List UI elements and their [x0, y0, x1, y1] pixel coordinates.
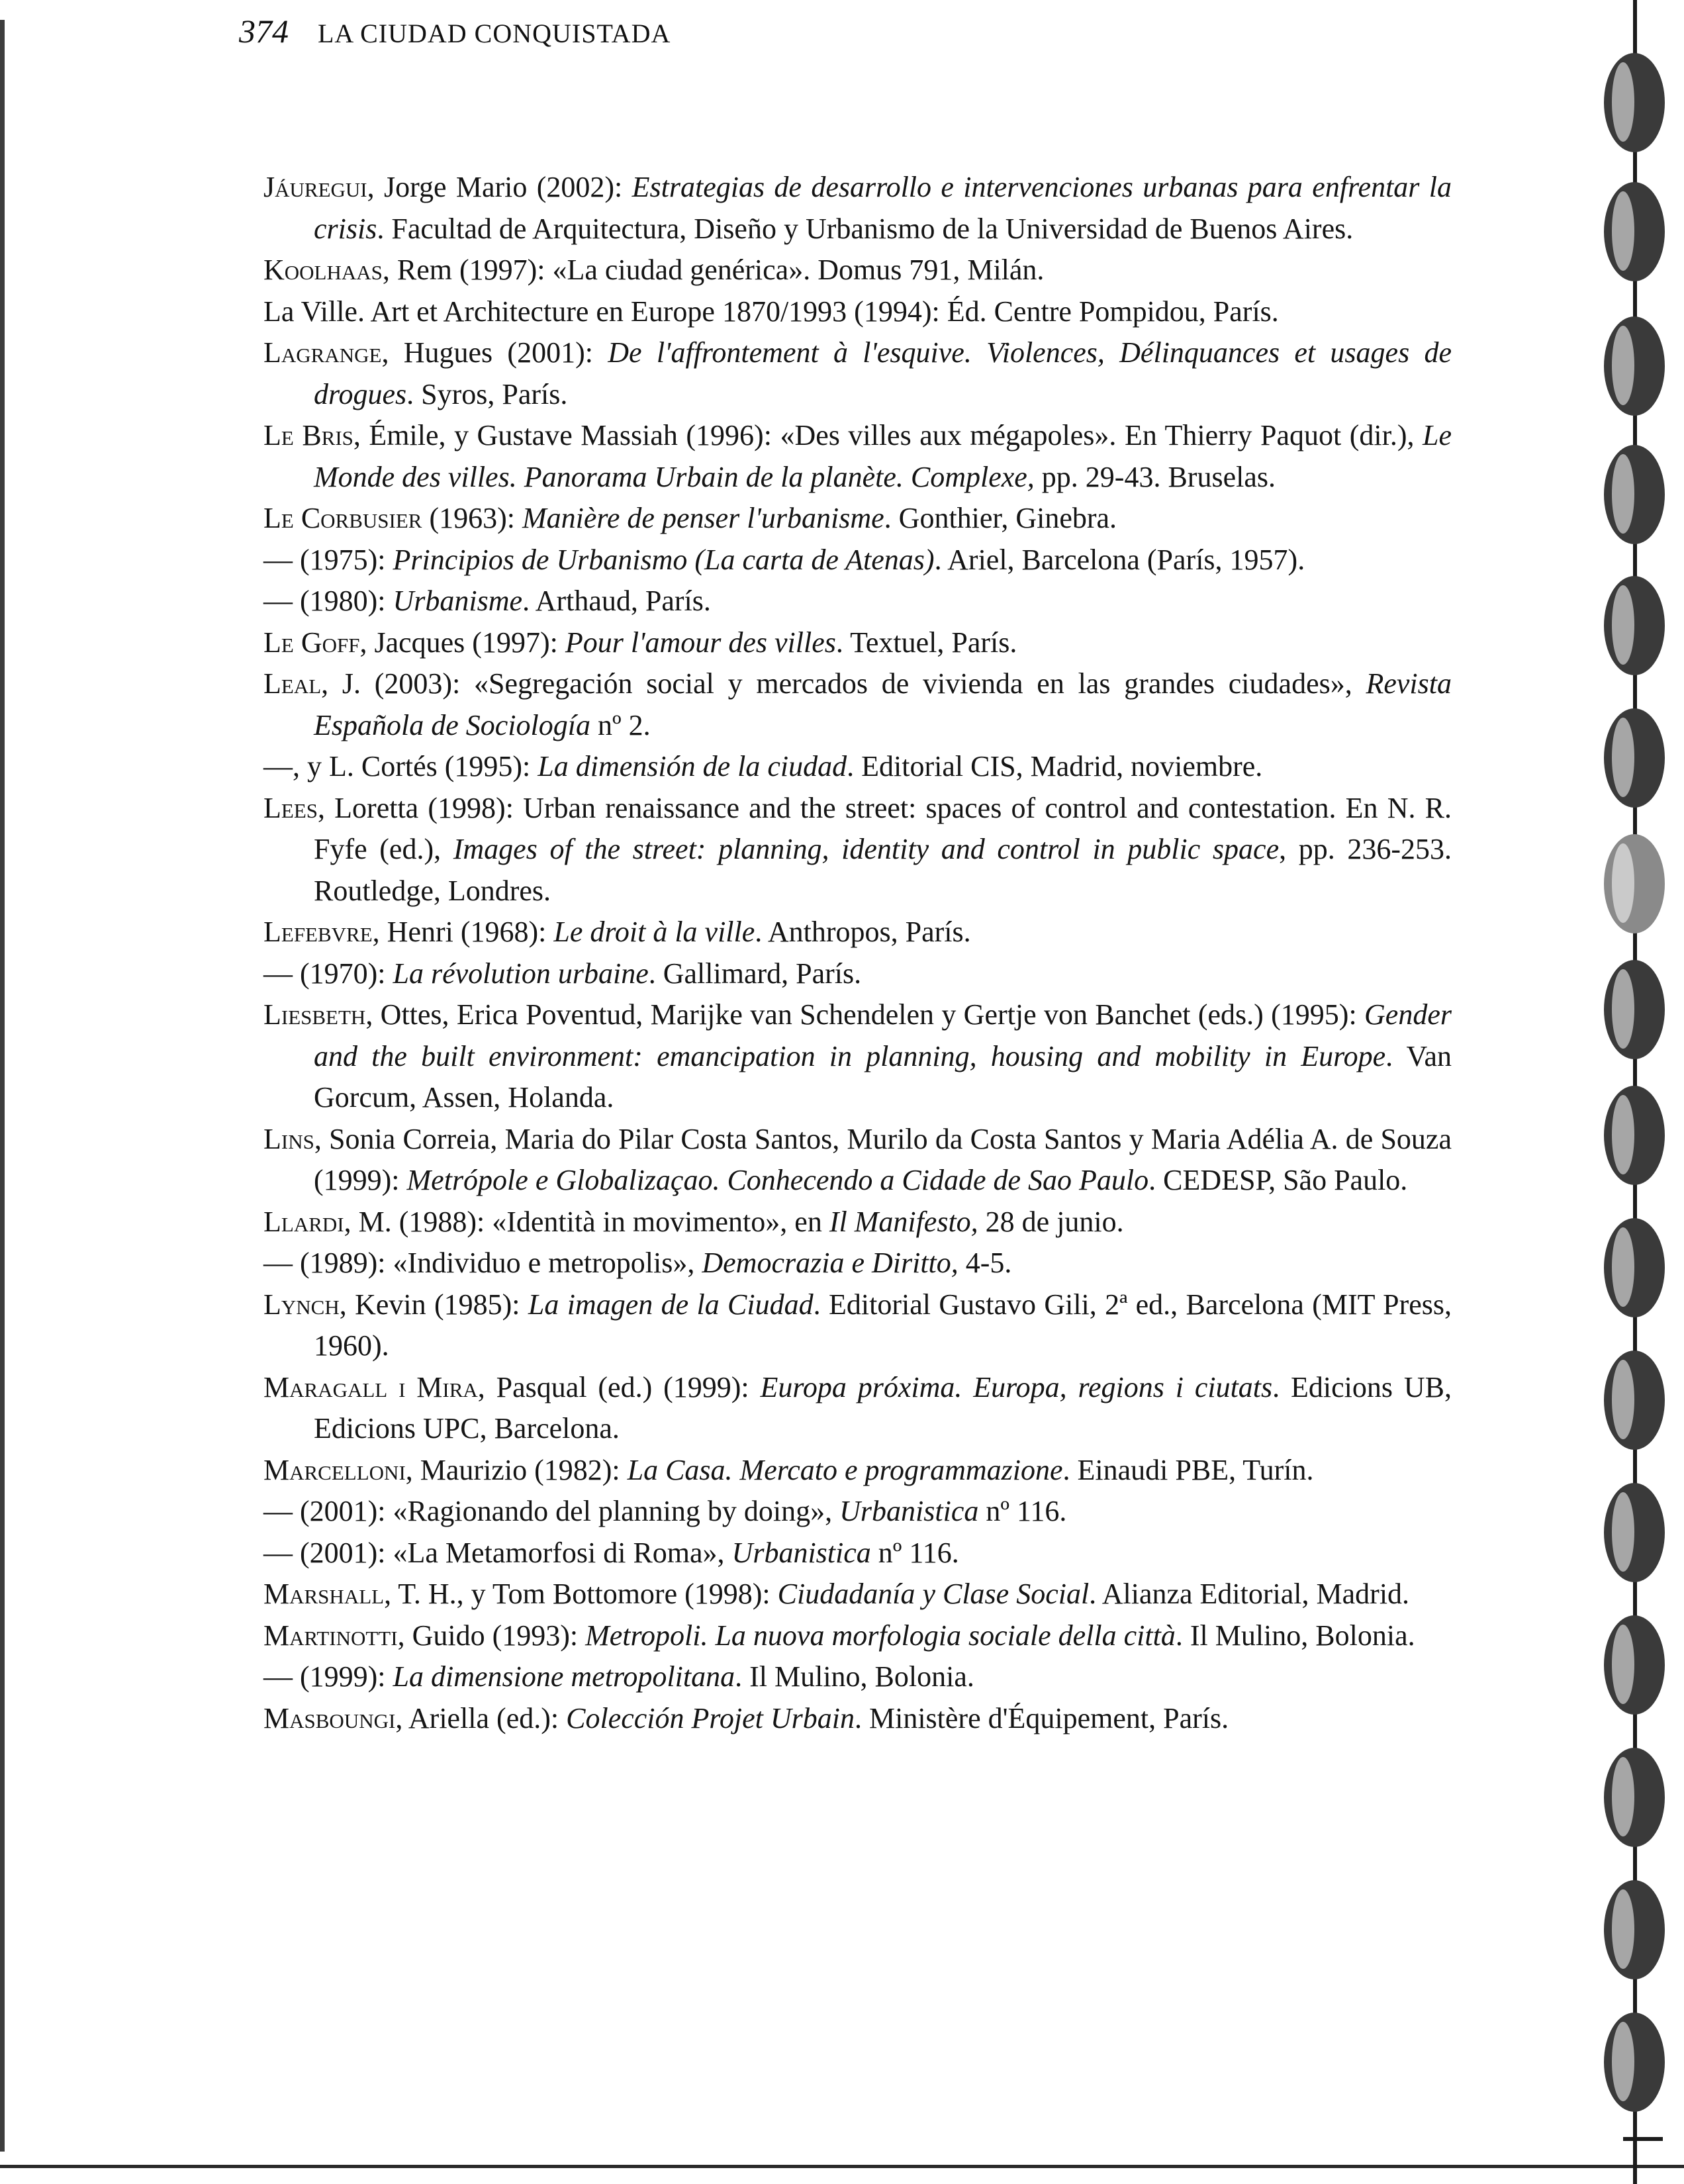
entry-text: , Maurizio (1982): [405, 1453, 628, 1486]
entry-author: Le Goff [263, 626, 360, 659]
bibliography-entry [263, 498, 1452, 540]
bibliography-entry [263, 1367, 1452, 1450]
bibliography-entry [263, 622, 1452, 664]
entry-title: Manière de penser l'urbanisme [522, 502, 884, 534]
binder-ring-icon [1604, 576, 1665, 675]
entry-title: Pour l'amour des villes [565, 626, 836, 659]
entry-title: Urbanisme [393, 585, 523, 617]
binder-foot [1623, 2137, 1663, 2141]
bibliography-entry [263, 1656, 1452, 1698]
entry-text: . Ariel, Barcelona (París, 1957). [934, 543, 1305, 576]
bibliography-entry [263, 912, 1452, 953]
bibliography-entry [263, 1450, 1452, 1492]
page-bottom-edge [0, 2165, 1684, 2168]
entry-text: 4-5. [958, 1247, 1012, 1279]
entry-text: , Guido (1993): [397, 1619, 586, 1652]
entry-text: nº 2. [590, 708, 651, 741]
bibliography-entry [263, 1119, 1452, 1202]
entry-text: , Pasqual (ed.) (1999): [477, 1370, 761, 1403]
entry-text: — (1975): [263, 543, 393, 576]
binder-ring-icon [1604, 960, 1665, 1059]
entry-text: . Alianza Editorial, Madrid. [1089, 1578, 1410, 1610]
entry-text: , J. (2003): «Segregación social y mercados de vivienda en las grandes ciudades», [321, 667, 1366, 700]
entry-title: La dimensión de la ciudad [538, 750, 847, 783]
bibliography-entry [263, 332, 1452, 415]
binder-ring-icon [1604, 1086, 1665, 1185]
bibliography-entry [263, 250, 1452, 291]
bibliography-entry [263, 167, 1452, 250]
entry-text: , Henri (1968): [372, 916, 554, 948]
entry-title: La dimensione metropolitana [393, 1660, 735, 1693]
bibliography-entry [263, 1491, 1452, 1533]
binder-ring-icon [1604, 2013, 1665, 2112]
entry-text: — (2001): «La Metamorfosi di Roma», [263, 1536, 732, 1569]
entry-text: . Il Mulino, Bolonia. [735, 1660, 974, 1693]
bibliography-entry [263, 746, 1452, 788]
entry-text: , Rem (1997): «La ciudad genérica». Domus 791, Milán. [382, 254, 1045, 286]
binder-ring-icon [1604, 1483, 1665, 1582]
entry-author: Lins [263, 1122, 314, 1155]
binder-ring-icon [1604, 1218, 1665, 1317]
entry-text: . Syros, París. [406, 377, 568, 410]
entry-title: Le droit à la ville [553, 916, 755, 948]
entry-title: Urbanistica [839, 1495, 979, 1527]
entry-author: Koolhaas [263, 254, 383, 286]
entry-title: La Casa. Mercato e programmazione [627, 1453, 1063, 1486]
entry-author: Le Corbusier [263, 502, 422, 534]
bibliography-entry [263, 994, 1452, 1119]
entry-text: , T. H., y Tom Bottomore (1998): [384, 1578, 778, 1610]
entry-title: Il Manifesto, [829, 1205, 978, 1238]
entry-text: . Gallimard, París. [648, 957, 862, 990]
entry-text: , Émile, y Gustave Massiah (1996): «Des villes aux mégapoles». En Thierry Paquot (dir.), [353, 419, 1423, 451]
bibliography-entry [263, 415, 1452, 498]
entry-author: Le Bris [263, 419, 353, 451]
entry-title: Ciudadanía y Clase Social [777, 1578, 1090, 1610]
entry-title: De l'affrontement à l'esquive. Violences, Délinquances et usages de drogues [314, 336, 1452, 410]
bibliography-entry [263, 1698, 1452, 1740]
bibliography-entry [263, 540, 1452, 581]
entry-text: . Facultad de Arquitectura, Diseño y Urbanismo de la Universidad de Buenos Aires. [377, 212, 1354, 245]
page-number: 374 [239, 13, 289, 50]
bibliography-entry [263, 291, 1452, 333]
entry-author: Lefebvre [263, 916, 373, 948]
entry-text: (1963): [422, 502, 522, 534]
bibliography-entry [263, 953, 1452, 995]
entry-author: Masboungi [263, 1701, 396, 1734]
page-left-edge [0, 20, 5, 2152]
entry-text: — (1989): «Individuo e metropolis», [263, 1247, 702, 1279]
page-header [239, 12, 671, 58]
binder-ring-icon [1604, 834, 1665, 933]
entry-text: . Editorial CIS, Madrid, noviembre. [847, 750, 1263, 783]
entry-text: , Kevin (1985): [339, 1288, 528, 1321]
entry-text: 28 de junio. [978, 1205, 1124, 1238]
entry-author: Lees [263, 791, 318, 824]
entry-text: . Edicions UB, Edicions UPC, Barcelona. [314, 1370, 1452, 1445]
entry-title: Colección Projet Urbain [566, 1701, 855, 1734]
entry-text: , Loretta (1998): Urban renaissance and the street: spaces of control and contestation. En N. R. Fyfe (ed.), [314, 791, 1452, 865]
entry-title: Metropoli. La nuova morfologia sociale della città [585, 1619, 1176, 1652]
entry-text: , Sonia Correia, Maria do Pilar Costa Santos, Murilo da Costa Santos y Maria Adélia A. de Souza (1999): [314, 1122, 1452, 1196]
binder-ring-icon [1604, 708, 1665, 808]
entry-title: Revista Española de Sociología [314, 667, 1452, 741]
entry-title: Democrazia e Diritto, [702, 1247, 959, 1279]
entry-text: La Ville. Art et Architecture en Europe 1870/1993 (1994): Éd. Centre Pompidou, París. [263, 295, 1279, 328]
entry-author: Llardi [263, 1205, 344, 1238]
binder-ring-icon [1604, 316, 1665, 416]
bibliography-entry [263, 663, 1452, 746]
entry-text: , Jacques (1997): [359, 626, 565, 659]
binder-ring-icon [1604, 1880, 1665, 1979]
entry-title: La révolution urbaine [393, 957, 649, 990]
entry-author: Marshall [263, 1578, 385, 1610]
entry-text: — (2001): «Ragionando del planning by doing», [263, 1495, 840, 1527]
entry-author: Lynch [263, 1288, 340, 1321]
entry-title: Urbanistica [731, 1536, 871, 1569]
entry-text: . Editorial Gustavo Gili, 2ª ed., Barcelona (MIT Press, 1960). [314, 1288, 1452, 1362]
entry-text: , Ottes, Erica Poventud, Marijke van Schendelen y Gertje von Banchet (eds.) (1995): [365, 998, 1365, 1031]
entry-text: . CEDESP, São Paulo. [1148, 1164, 1408, 1196]
entry-title: La imagen de la Ciudad [528, 1288, 814, 1321]
bibliography-entry [263, 1533, 1452, 1574]
entry-text: nº 116. [978, 1495, 1067, 1527]
bibliography-entry [263, 1574, 1452, 1615]
entry-text: , Jorge Mario (2002): [367, 171, 632, 203]
entry-text: . Einaudi PBE, Turín. [1062, 1453, 1314, 1486]
entry-text: , pp. 236-253. Routledge, Londres. [314, 833, 1452, 907]
bibliography-entry [263, 1284, 1452, 1367]
bibliography-entry [263, 581, 1452, 622]
binder-ring-icon [1604, 1351, 1665, 1450]
entry-title: Images of the street: planning, identity and control in public space [453, 833, 1280, 865]
entry-title: Principios de Urbanismo (La carta de Atenas) [393, 543, 935, 576]
entry-text: — (1980): [263, 585, 393, 617]
binder-ring-icon [1604, 1615, 1665, 1715]
entry-text: — (1999): [263, 1660, 393, 1693]
binder-ring-icon [1604, 182, 1665, 281]
entry-title: Europa próxima. Europa, regions i ciutats [760, 1370, 1273, 1403]
entry-text: nº 116. [870, 1536, 959, 1569]
entry-text: — (1970): [263, 957, 393, 990]
entry-text: , M. (1988): «Identità in movimento», en [344, 1205, 829, 1238]
entry-author: Liesbeth [263, 998, 366, 1031]
entry-text: . Van Gorcum, Assen, Holanda. [314, 1039, 1452, 1114]
entry-title: Metrópole e Globalizaçao. Conhecendo a Cidade de Sao Paulo [406, 1164, 1149, 1196]
running-head: LA CIUDAD CONQUISTADA [318, 19, 671, 48]
entry-author: Maragall i Mira [263, 1370, 478, 1403]
bibliography-entry [263, 1243, 1452, 1284]
entry-text: . Ministère d'Équipement, París. [854, 1701, 1229, 1734]
entry-author: Leal [263, 667, 322, 700]
binder-ring-icon [1604, 445, 1665, 544]
bibliography-entry [263, 788, 1452, 912]
entry-title: Gender and the built environment: emancipation in planning, housing and mobility in Europe [314, 998, 1452, 1072]
entry-text: —, y L. Cortés (1995): [263, 750, 538, 783]
entry-text: pp. 29-43. Bruselas. [1034, 460, 1276, 493]
binder-ring-icon [1604, 53, 1665, 152]
bibliography-entry [263, 1615, 1452, 1657]
entry-text: . Textuel, París. [835, 626, 1017, 659]
entry-text: . Arthaud, París. [522, 585, 711, 617]
entry-author: Lagrange [263, 336, 382, 369]
bibliography-entry [263, 1202, 1452, 1243]
entry-author: Marcelloni [263, 1453, 406, 1486]
entry-text: , Hugues (2001): [381, 336, 608, 369]
entry-text: . Il Mulino, Bolonia. [1175, 1619, 1415, 1652]
entry-text: . Anthropos, París. [755, 916, 971, 948]
entry-text: . Gonthier, Ginebra. [884, 502, 1117, 534]
entry-text: , Ariella (ed.): [395, 1701, 567, 1734]
entry-author: Jáuregui [263, 171, 367, 203]
entry-author: Martinotti [263, 1619, 398, 1652]
entry-title: Estrategias de desarrollo e intervenciones urbanas para enfrentar la crisis [314, 171, 1452, 245]
entry-title: Le Monde des villes. Panorama Urbain de la planète. Complexe, [314, 419, 1452, 493]
binder-ring-icon [1604, 1748, 1665, 1847]
bibliography-list [263, 167, 1452, 1739]
